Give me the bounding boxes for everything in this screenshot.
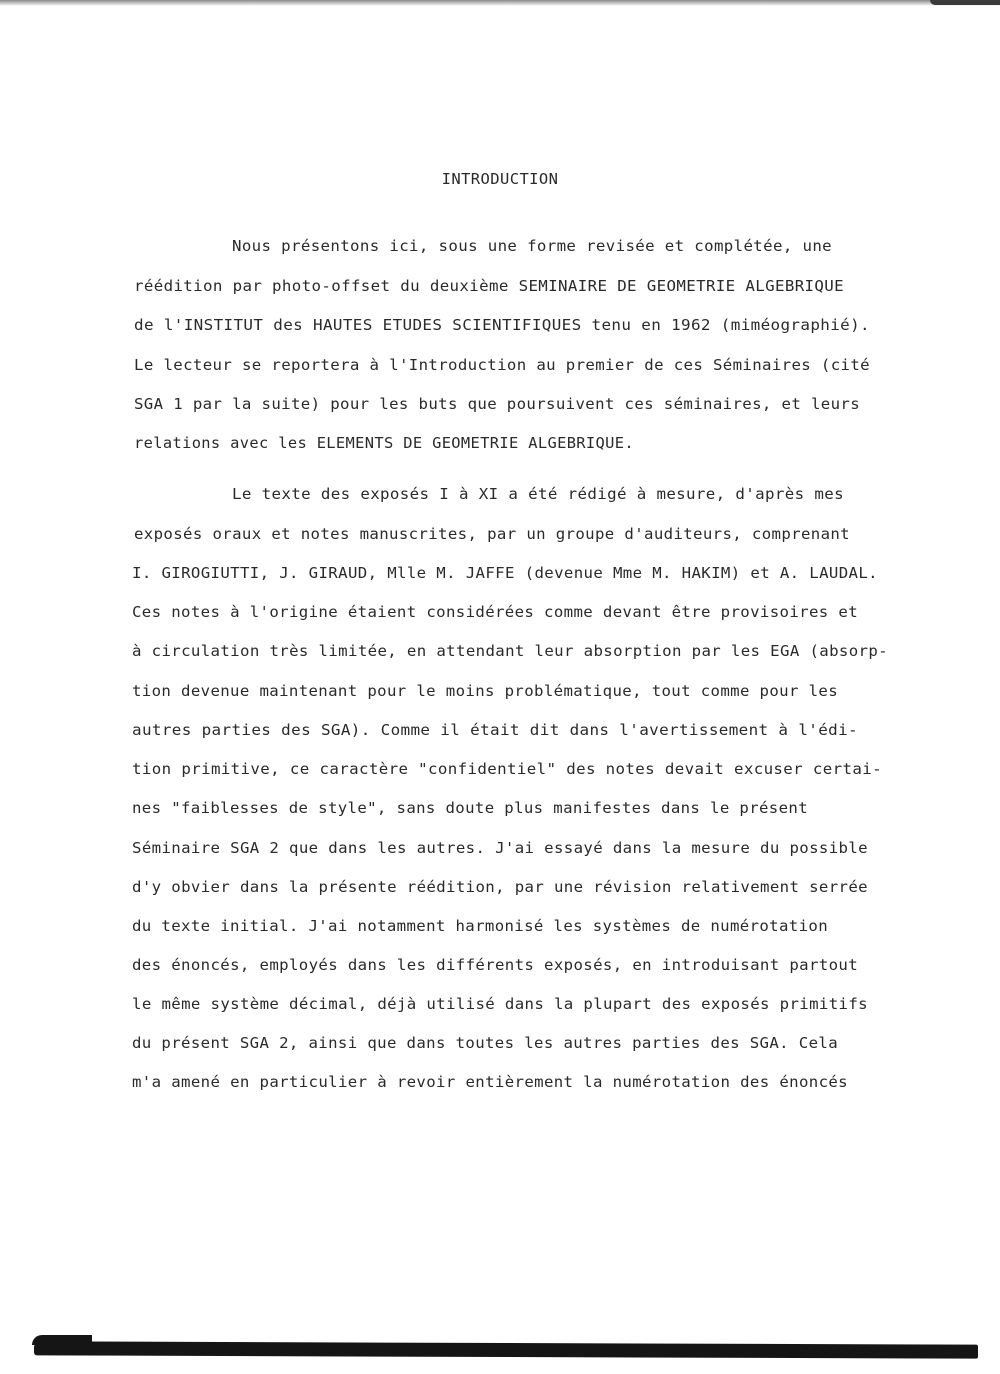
text-line: Séminaire SGA 2 que dans les autres. J'ai essayé dans la mesure du possible [132, 839, 869, 857]
text-line: exposés oraux et notes manuscrites, par un groupe d'auditeurs, comprenant [134, 525, 850, 543]
text-line: Le texte des exposés I à XI a été rédigé à mesure, d'après mes [232, 485, 844, 503]
scan-top-edge-shadow [930, 0, 1000, 5]
scan-top-edge [0, 0, 1000, 6]
text-line: Ces notes à l'origine étaient considérées comme devant être provisoires et [132, 603, 858, 621]
text-line: I. GIROGIUTTI, J. GIRAUD, Mlle M. JAFFE (devenue Mme M. HAKIM) et A. LAUDAL. [132, 564, 878, 582]
text-line: tion primitive, ce caractère "confidentiel" des notes devait excuser certai- [132, 760, 883, 778]
text-line: relations avec les ELEMENTS DE GEOMETRIE ALGEBRIQUE. [134, 434, 634, 452]
text-line: à circulation très limitée, en attendant leur absorption par les EGA (absorp- [132, 642, 888, 660]
text-line: m'a amené en particulier à revoir entièrement la numérotation des énoncés [132, 1073, 848, 1091]
text-line: nes "faiblesses de style", sans doute plus manifestes dans le présent [132, 799, 808, 817]
text-line: de l'INSTITUT des HAUTES ETUDES SCIENTIFIQUES tenu en 1962 (miméographié). [134, 316, 870, 334]
text-line: du présent SGA 2, ainsi que dans toutes les autres parties des SGA. Cela [132, 1034, 838, 1052]
text-line: tion devenue maintenant pour le moins problématique, tout comme pour les [132, 682, 838, 700]
text-line: le même système décimal, déjà utilisé dans la plupart des exposés primitifs [132, 995, 869, 1013]
text-line: réédition par photo-offset du deuxième SEMINAIRE DE GEOMETRIE ALGEBRIQUE [134, 277, 844, 295]
text-line: autres parties des SGA). Comme il était dit dans l'avertissement à l'édi- [132, 721, 858, 739]
text-line: du texte initial. J'ai notamment harmonisé les systèmes de numérotation [132, 917, 828, 935]
text-line: Le lecteur se reportera à l'Introduction au premier de ces Séminaires (cité [134, 356, 871, 374]
text-line: d'y obvier dans la présente réédition, par une révision relativement serrée [132, 878, 869, 896]
text-line: SGA 1 par la suite) pour les buts que poursuivent ces séminaires, et leurs [134, 395, 860, 413]
page-title: INTRODUCTION [441, 170, 559, 188]
text-line: Nous présentons ici, sous une forme revisée et complétée, une [232, 237, 832, 255]
text-line: des énoncés, employés dans les différents exposés, en introduisant partout [132, 956, 858, 974]
scan-bottom-edge [34, 1341, 978, 1358]
